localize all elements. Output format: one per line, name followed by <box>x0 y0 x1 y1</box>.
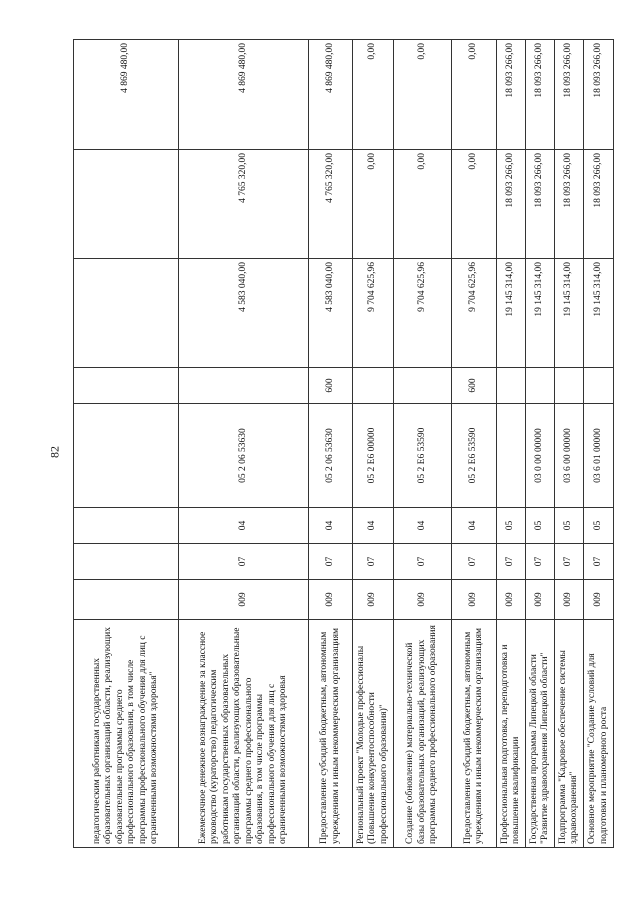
cell-section: 07 <box>452 544 497 580</box>
cell-admin-code: 009 <box>555 580 584 620</box>
cell-admin-code: 009 <box>497 580 526 620</box>
budget-table <box>73 39 614 848</box>
cell-year-3: 0,00 <box>394 40 452 150</box>
cell-section: 07 <box>353 544 394 580</box>
row-name: Профессиональная подготовка, переподготовка и повышение квалификации <box>497 620 526 848</box>
row-name: Основное мероприятие "Создание условий для подготовки и планомерного роста <box>584 620 614 848</box>
cell-admin-code: 009 <box>584 580 614 620</box>
table-body <box>74 40 614 848</box>
row-name: Предоставление субсидий бюджетным, автономным учреждениям и иным некоммерческим организациям <box>309 620 353 848</box>
cell-year-2: 4 765 320,00 <box>309 150 353 259</box>
cell-expense-type <box>497 368 526 404</box>
row-name: Государственная программа Липецкой области "Развитие здравоохранения Липецкой области" <box>526 620 555 848</box>
cell-year-2: 18 093 266,00 <box>584 150 614 259</box>
cell-section: 07 <box>309 544 353 580</box>
cell-year-2: 4 765 320,00 <box>179 150 309 259</box>
cell-subsection: 05 <box>555 508 584 544</box>
cell-target-item <box>497 404 526 508</box>
cell-target-item: 05 2 E6 53590 <box>452 404 497 508</box>
cell-target-item <box>74 404 179 508</box>
cell-expense-type <box>555 368 584 404</box>
cell-target-item: 03 6 01 00000 <box>584 404 614 508</box>
table-row <box>452 40 497 848</box>
cell-year-1: 9 704 625,96 <box>452 259 497 368</box>
cell-target-item: 05 2 E6 53590 <box>394 404 452 508</box>
cell-expense-type <box>584 368 614 404</box>
cell-year-1: 19 145 314,00 <box>555 259 584 368</box>
cell-section <box>74 544 179 580</box>
rotated-page <box>73 40 609 848</box>
cell-year-1: 19 145 314,00 <box>497 259 526 368</box>
cell-admin-code: 009 <box>179 580 309 620</box>
table-row <box>353 40 394 848</box>
table-row <box>74 40 179 848</box>
cell-section: 07 <box>526 544 555 580</box>
cell-expense-type <box>179 368 309 404</box>
cell-admin-code: 009 <box>394 580 452 620</box>
cell-subsection: 04 <box>179 508 309 544</box>
cell-admin-code: 009 <box>452 580 497 620</box>
cell-admin-code: 009 <box>526 580 555 620</box>
cell-expense-type <box>353 368 394 404</box>
cell-year-1: 19 145 314,00 <box>526 259 555 368</box>
cell-expense-type: 600 <box>309 368 353 404</box>
cell-expense-type <box>394 368 452 404</box>
cell-year-3: 18 093 266,00 <box>555 40 584 150</box>
cell-year-1 <box>74 259 179 368</box>
cell-subsection: 05 <box>584 508 614 544</box>
row-name: Ежемесячное денежное вознаграждение за классное руководство (кураторство) педагогическим работникам государственных образовательных организаций области, реализующих образовательные программы среднего профессионального образования, в том числе программы профессионального обучения для лиц с ограниченными возможностями здоровья <box>179 620 309 848</box>
cell-year-1: 9 704 625,96 <box>394 259 452 368</box>
cell-section: 07 <box>555 544 584 580</box>
cell-year-3: 4 869 480,00 <box>74 40 179 150</box>
cell-subsection: 05 <box>526 508 555 544</box>
cell-year-3: 18 093 266,00 <box>526 40 555 150</box>
cell-year-1: 4 583 040,00 <box>179 259 309 368</box>
cell-admin-code <box>74 580 179 620</box>
cell-subsection <box>74 508 179 544</box>
cell-target-item: 05 2 E6 00000 <box>353 404 394 508</box>
row-name: Региональный проект "Молодые профессионалы (Повышение конкурентоспособности профессионального образования)" <box>353 620 394 848</box>
cell-section: 07 <box>394 544 452 580</box>
cell-subsection: 04 <box>394 508 452 544</box>
cell-expense-type: 600 <box>452 368 497 404</box>
cell-year-2 <box>74 150 179 259</box>
table-row <box>394 40 452 848</box>
table-row <box>497 40 526 848</box>
cell-target-item: 03 6 00 00000 <box>555 404 584 508</box>
cell-target-item: 03 0 00 00000 <box>526 404 555 508</box>
cell-target-item: 05 2 06 53630 <box>179 404 309 508</box>
cell-subsection: 04 <box>309 508 353 544</box>
cell-year-1: 4 583 040,00 <box>309 259 353 368</box>
cell-expense-type <box>74 368 179 404</box>
cell-year-3: 18 093 266,00 <box>584 40 614 150</box>
cell-subsection: 04 <box>353 508 394 544</box>
rotated-content <box>73 40 609 848</box>
cell-year-3: 4 869 480,00 <box>179 40 309 150</box>
cell-year-2: 18 093 266,00 <box>497 150 526 259</box>
table-row <box>179 40 309 848</box>
table-row <box>526 40 555 848</box>
cell-year-2: 0,00 <box>394 150 452 259</box>
row-name: Создание (обновление) материально-технической базы образовательных организаций, реализующих программы среднего профессионального образования <box>394 620 452 848</box>
row-name: Предоставление субсидий бюджетным, автономным учреждениям и иным некоммерческим организациям <box>452 620 497 848</box>
cell-year-1: 19 145 314,00 <box>584 259 614 368</box>
cell-year-3: 4 869 480,00 <box>309 40 353 150</box>
row-name: Подпрограмма "Кадровое обеспечение системы здравоохранения" <box>555 620 584 848</box>
cell-admin-code: 009 <box>353 580 394 620</box>
cell-section: 07 <box>584 544 614 580</box>
cell-subsection: 05 <box>497 508 526 544</box>
cell-section: 07 <box>179 544 309 580</box>
table-row <box>584 40 614 848</box>
cell-year-1: 9 704 625,96 <box>353 259 394 368</box>
cell-year-3: 18 093 266,00 <box>497 40 526 150</box>
cell-year-3: 0,00 <box>452 40 497 150</box>
cell-year-2: 18 093 266,00 <box>526 150 555 259</box>
cell-target-item: 05 2 06 53630 <box>309 404 353 508</box>
cell-year-2: 18 093 266,00 <box>555 150 584 259</box>
row-name: педагогическим работникам государственных образовательных организаций области, реализующих образовательные программы среднего профессионального образования, в том числе программы профессионального обучения для лиц с ограниченными возможностями здоровья" <box>74 620 179 848</box>
cell-year-2: 0,00 <box>452 150 497 259</box>
page-number: 82 <box>47 446 62 458</box>
cell-subsection: 04 <box>452 508 497 544</box>
cell-year-3: 0,00 <box>353 40 394 150</box>
table-row <box>309 40 353 848</box>
cell-admin-code: 009 <box>309 580 353 620</box>
cell-expense-type <box>526 368 555 404</box>
table-row <box>555 40 584 848</box>
cell-section: 07 <box>497 544 526 580</box>
cell-year-2: 0,00 <box>353 150 394 259</box>
